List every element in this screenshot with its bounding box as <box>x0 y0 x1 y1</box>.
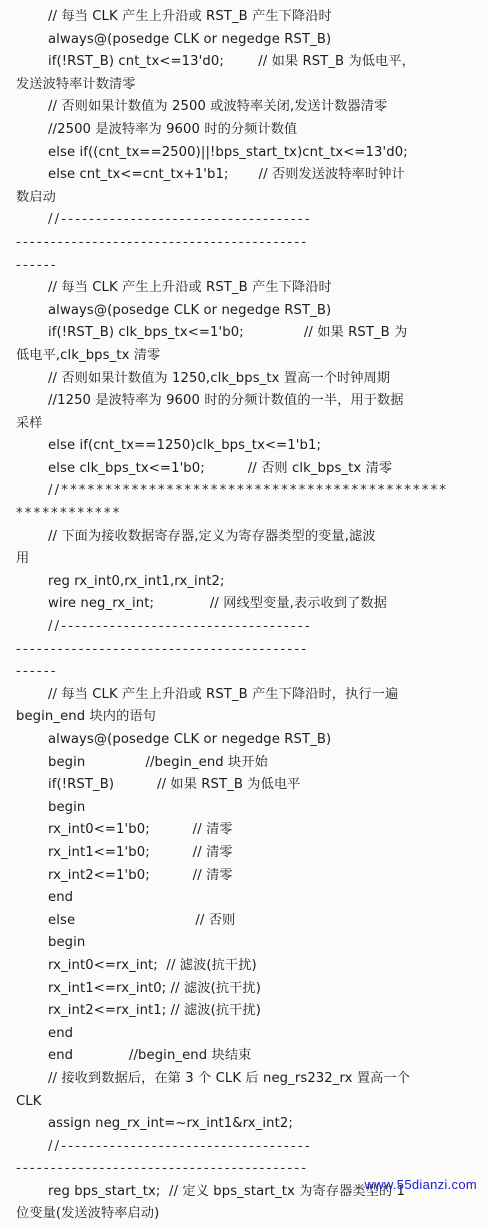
separator-line: //------------------------------------ <box>48 212 312 228</box>
code-line: if(!RST_B) cnt_tx<=13'd0; // 如果 RST_B 为低电平， <box>48 54 415 70</box>
separator-line: ------------------------------------------ <box>16 234 309 250</box>
code-line: begin <box>48 799 86 815</box>
code-line: rx_int1<=rx_int0; // 滤波(抗干扰) <box>48 980 261 996</box>
separator-line: ------ <box>16 257 58 273</box>
code-line: // 否则如果计数值为 2500 或波特率关闭,发送计数器清零 <box>48 99 388 115</box>
code-line: reg rx_int0,rx_int1,rx_int2; <box>48 573 225 589</box>
code-line: 采样 <box>16 415 43 431</box>
code-line: if(!RST_B) // 如果 RST_B 为低电平 <box>48 777 301 793</box>
code-line: else clk_bps_tx<=1'b0; // 否则 clk_bps_tx 清零 <box>48 460 393 476</box>
separator-line: //------------------------------------ <box>48 1138 312 1154</box>
code-line: else cnt_tx<=cnt_tx+1'b1; // 否则发送波特率时钟计 <box>48 167 405 183</box>
code-line: else if((cnt_tx==2500)||!bps_start_tx)cnt_tx<=13'd0; <box>48 144 408 160</box>
code-line: rx_int2<=rx_int1; // 滤波(抗干扰) <box>48 1003 261 1019</box>
code-line: end <box>48 890 74 906</box>
code-line: always@(posedge CLK or negedge RST_B) <box>48 732 332 747</box>
separator-line: ------------------------------------------ <box>16 641 309 657</box>
code-line: rx_int0<=1'b0; // 清零 <box>48 822 233 838</box>
code-line: else // 否则 <box>48 912 236 928</box>
code-line: begin //begin_end 块开始 <box>48 754 268 770</box>
code-line: if(!RST_B) clk_bps_tx<=1'b0; // 如果 RST_B 为 <box>48 325 408 341</box>
code-line: // 每当 CLK 产生上升沿或 RST_B 产生下降沿时，执行一遍 <box>48 686 399 702</box>
code-line: reg bps_start_tx; // 定义 bps_start_tx 为寄存器类型的 1 <box>48 1183 406 1199</box>
code-line: rx_int2<=1'b0; // 清零 <box>48 867 233 883</box>
site-watermark: www.55dianzi.com <box>364 1177 477 1192</box>
code-line: // 接收到数据后，在第 3 个 CLK 后 neg_rs232_rx 置高一个 <box>48 1070 410 1086</box>
code-line: assign neg_rx_int=~rx_int1&rx_int2; <box>48 1116 293 1132</box>
code-line: end //begin_end 块结束 <box>48 1048 252 1064</box>
code-line: 用 <box>16 551 30 567</box>
code-line: // 下面为接收数据寄存器,定义为寄存器类型的变量,滤波 <box>48 528 376 544</box>
code-listing <box>16 6 475 1226</box>
code-line: begin <box>48 935 86 951</box>
code-line: // 每当 CLK 产生上升沿或 RST_B 产生下降沿时 <box>48 280 332 296</box>
separator-line: //******************************************** <box>48 483 449 499</box>
code-line: // 否则如果计数值为 1250,clk_bps_tx 置高一个时钟周期 <box>48 370 391 386</box>
separator-line: ------------------------------------------ <box>16 1161 309 1177</box>
code-line: 数启动 <box>16 189 56 205</box>
code-line: //1250 是波特率为 9600 时的分频计数值的一半，用于数据 <box>48 393 404 409</box>
code-line: // 每当 CLK 产生上升沿或 RST_B 产生下降沿时 <box>48 9 332 24</box>
code-line: always@(posedge CLK or negedge RST_B) <box>48 31 332 47</box>
code-line: rx_int1<=1'b0; // 清零 <box>48 844 233 860</box>
code-line: always@(posedge CLK or negedge RST_B) <box>48 302 332 318</box>
code-line: 位变量(发送波特率启动) <box>16 1206 160 1222</box>
code-line: CLK <box>16 1093 42 1109</box>
separator-line: //------------------------------------ <box>48 619 312 635</box>
code-line: 低电平,clk_bps_tx 清零 <box>16 347 161 363</box>
code-line: begin_end 块内的语句 <box>16 709 156 725</box>
code-line: else if(cnt_tx==1250)clk_bps_tx<=1'b1; <box>48 438 322 454</box>
code-line: rx_int0<=rx_int; // 滤波(抗干扰) <box>48 957 257 973</box>
code-line: end <box>48 1025 74 1041</box>
code-line: 发送波特率计数清零 <box>16 76 136 92</box>
separator-line: ------ <box>16 664 58 680</box>
code-line: wire neg_rx_int; // 网线型变量,表示收到了数据 <box>48 596 387 612</box>
separator-line: ************ <box>16 506 122 522</box>
code-line: //2500 是波特率为 9600 时的分频计数值 <box>48 121 298 137</box>
